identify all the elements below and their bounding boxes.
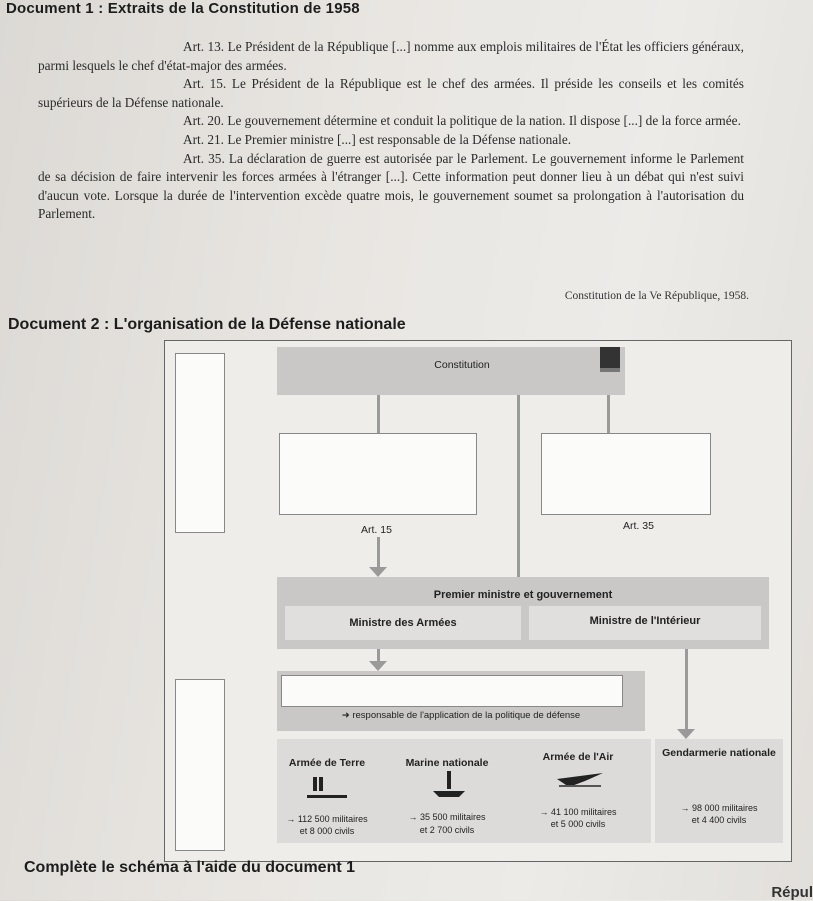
arrow-head-icon (369, 567, 387, 577)
source-citation: Constitution de la Ve République, 1958. (564, 290, 749, 302)
constitution-extract (38, 38, 744, 224)
marine-name: Marine nationale (405, 757, 489, 769)
constitution-band (277, 347, 625, 395)
armee-terre-line2: et 8 000 civils (299, 826, 355, 836)
art15-label: Art. 15 (361, 524, 392, 536)
marine-line1: → 35 500 militaires (408, 812, 486, 822)
corner-text: Répul (771, 884, 813, 901)
ministre-interieur-label: Ministre de l'Intérieur (589, 615, 701, 627)
arrow-head-icon (677, 729, 695, 739)
article-20: Art. 20. Le gouvernement détermine et conduit la politique de la nation. Il dispose [...] de la force armée. (183, 113, 741, 129)
plane-icon (555, 765, 605, 796)
arrow-head-icon (369, 661, 387, 671)
responsable-label: ➜ responsable de l'application de la politique de défense (341, 710, 581, 721)
marine-line2: et 2 700 civils (419, 825, 475, 835)
armee-air-line2: et 5 000 civils (550, 819, 606, 829)
blank-box-left-bottom[interactable] (175, 679, 225, 851)
book-icon (597, 345, 623, 380)
art35-label: Art. 35 (623, 520, 654, 532)
defense-diagram (164, 340, 792, 862)
connector (607, 395, 610, 433)
constitution-label: Constitution (434, 359, 490, 371)
document-1-title: Document 1 : Extraits de la Constitution de 1958 (6, 0, 360, 17)
blank-box-left-top[interactable] (175, 353, 225, 533)
blank-box-art15[interactable] (279, 433, 477, 515)
pm-label: Premier ministre et gouvernement (433, 589, 613, 601)
armee-air-name: Armée de l'Air (542, 751, 614, 763)
gendarmerie-name: Gendarmerie nationale (662, 747, 776, 759)
armee-air-line1: → 41 100 militaires (539, 807, 617, 817)
article-35: Art. 35. La déclaration de guerre est autorisée par le Parlement. Le gouvernement informe le Parlement de sa décision de faire intervenir les forces armées à l'étranger [...]. Cette information peut donner lieu à un débat qui n'est suivi d'aucun vote. Lorsque la durée de l'intervention excède quatre mois, le gouvernement soumet sa prolongation à l'autorisation du Parlement. (38, 150, 744, 222)
gendarmerie-line2: et 4 400 civils (691, 815, 747, 825)
blank-box-etat-major[interactable] (281, 675, 623, 707)
connector (517, 395, 520, 577)
gendarmerie-line1: → 98 000 militaires (680, 803, 758, 813)
document-2-title: Document 2 : L'organisation de la Défense nationale (8, 316, 406, 333)
article-21: Art. 21. Le Premier ministre [...] est responsable de la Défense nationale. (183, 131, 572, 147)
question-instruction: Complète le schéma à l'aide du document 1 (24, 859, 356, 876)
ship-icon (429, 769, 469, 806)
arrow-down (377, 537, 380, 569)
article-15: Art. 15. Le Président de la République est le chef des armées. Il préside les conseils et les comités supérieurs de la Défense nationale. (38, 76, 744, 110)
connector (377, 395, 380, 433)
arrow-down (685, 649, 688, 733)
blank-box-art35[interactable] (541, 433, 711, 515)
armee-terre-line1: → 112 500 militaires (286, 814, 368, 824)
tank-icon (307, 773, 347, 806)
article-13: Art. 13. Le Président de la République [...] nomme aux emplois militaires de l'État les officiers généraux, parmi lesquels le chef d'état-major des armées. (38, 39, 744, 73)
ministre-armees-label: Ministre des Armées (349, 617, 457, 629)
armee-terre-name: Armée de Terre (288, 757, 366, 769)
